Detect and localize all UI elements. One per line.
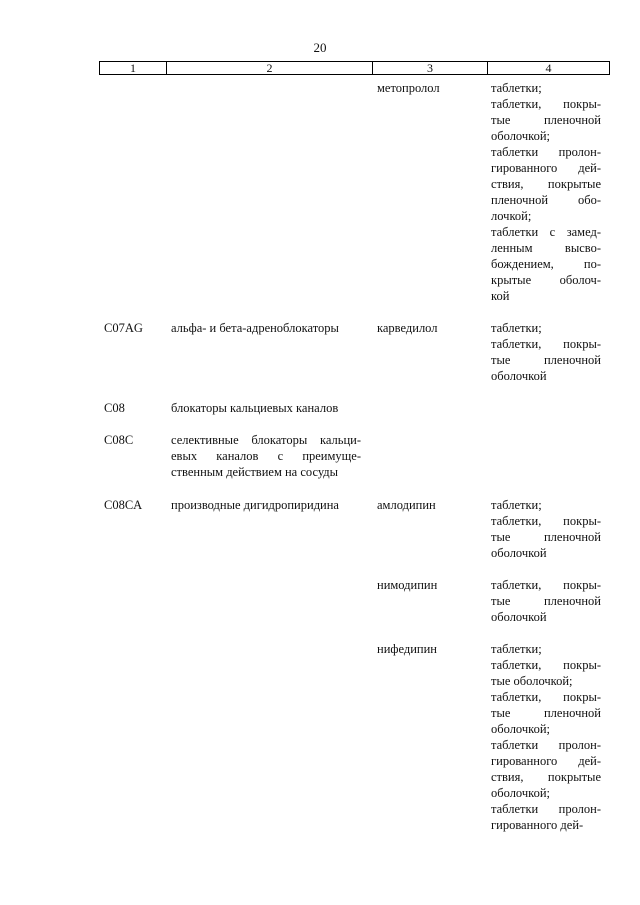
dosage-forms [491, 641, 601, 833]
text-line: таблетки, покры- [491, 578, 601, 592]
text-line: таблетки, покры- [491, 690, 601, 704]
text-line: таблетки; [491, 321, 542, 335]
text-line: тые оболочкой; [491, 674, 573, 688]
text-line: лочкой; [491, 209, 532, 223]
atc-code: C08 [104, 401, 125, 415]
text-line: гированного дей- [491, 818, 584, 832]
text-line: таблетки; [491, 498, 542, 512]
text-line: крытые оболоч- [491, 273, 601, 287]
atc-code: C07AG [104, 321, 143, 335]
atc-code: C08CA [104, 498, 143, 512]
header-col-4: 4 [545, 61, 552, 75]
text-line: таблетки, покры- [491, 514, 601, 528]
text-line: таблетки пролон- [491, 738, 601, 752]
text-line: тые пленочной [491, 353, 601, 367]
drug-name: амлодипин [377, 498, 436, 512]
text-line: ленным высво- [491, 241, 601, 255]
text-line: таблетки, покры- [491, 337, 601, 351]
group-name: блокаторы кальциевых каналов [171, 401, 339, 415]
dosage-forms [491, 320, 601, 384]
text-line: таблетки; [491, 642, 542, 656]
header-col-2: 2 [266, 61, 273, 75]
text-line: таблетки; [491, 81, 542, 95]
text-line: оболочкой; [491, 786, 550, 800]
text-line: тые пленочной [491, 530, 601, 544]
text-line: бождением, по- [491, 257, 601, 271]
text-line: селективные блокаторы кальци- [171, 433, 361, 447]
dosage-forms [491, 577, 601, 625]
text-line: ствия, покрытые [491, 770, 601, 784]
atc-code: C08C [104, 433, 134, 447]
drug-name: нифедипин [377, 642, 437, 656]
text-line: пленочной обо- [491, 193, 601, 207]
drug-name: карведилол [377, 321, 438, 335]
text-line: тые пленочной [491, 594, 601, 608]
text-line: ственным действием на сосуды [171, 465, 339, 479]
group-name [171, 432, 361, 480]
text-line: кой [491, 289, 510, 303]
group-name: производные дигидропиридина [171, 498, 339, 512]
text-line: таблетки с замед- [491, 225, 601, 239]
text-line: оболочкой [491, 369, 547, 383]
text-line: таблетки, покры- [491, 658, 601, 672]
header-col-3: 3 [427, 61, 433, 75]
text-line: тые пленочной [491, 113, 601, 127]
text-line: оболочкой; [491, 129, 550, 143]
text-line: таблетки пролон- [491, 145, 601, 159]
header-col-1: 1 [130, 61, 136, 75]
text-line: оболочкой; [491, 722, 550, 736]
drug-name: нимодипин [377, 578, 438, 592]
text-line: гированного дей- [491, 754, 601, 768]
text-line: таблетки пролон- [491, 802, 601, 816]
dosage-forms [491, 497, 601, 561]
group-name: альфа- и бета-адреноблокаторы [171, 321, 339, 335]
dosage-forms [491, 80, 601, 304]
text-line: таблетки, покры- [491, 97, 601, 111]
table-header [99, 61, 610, 75]
drug-name: метопролол [377, 81, 440, 95]
text-line: ствия, покрытые [491, 177, 601, 191]
text-line: оболочкой [491, 610, 547, 624]
text-line: оболочкой [491, 546, 547, 560]
page-number: 20 [313, 40, 327, 55]
text-line: евых каналов с преимуще- [171, 449, 361, 463]
text-line: тые пленочной [491, 706, 601, 720]
text-line: гированного дей- [491, 161, 601, 175]
